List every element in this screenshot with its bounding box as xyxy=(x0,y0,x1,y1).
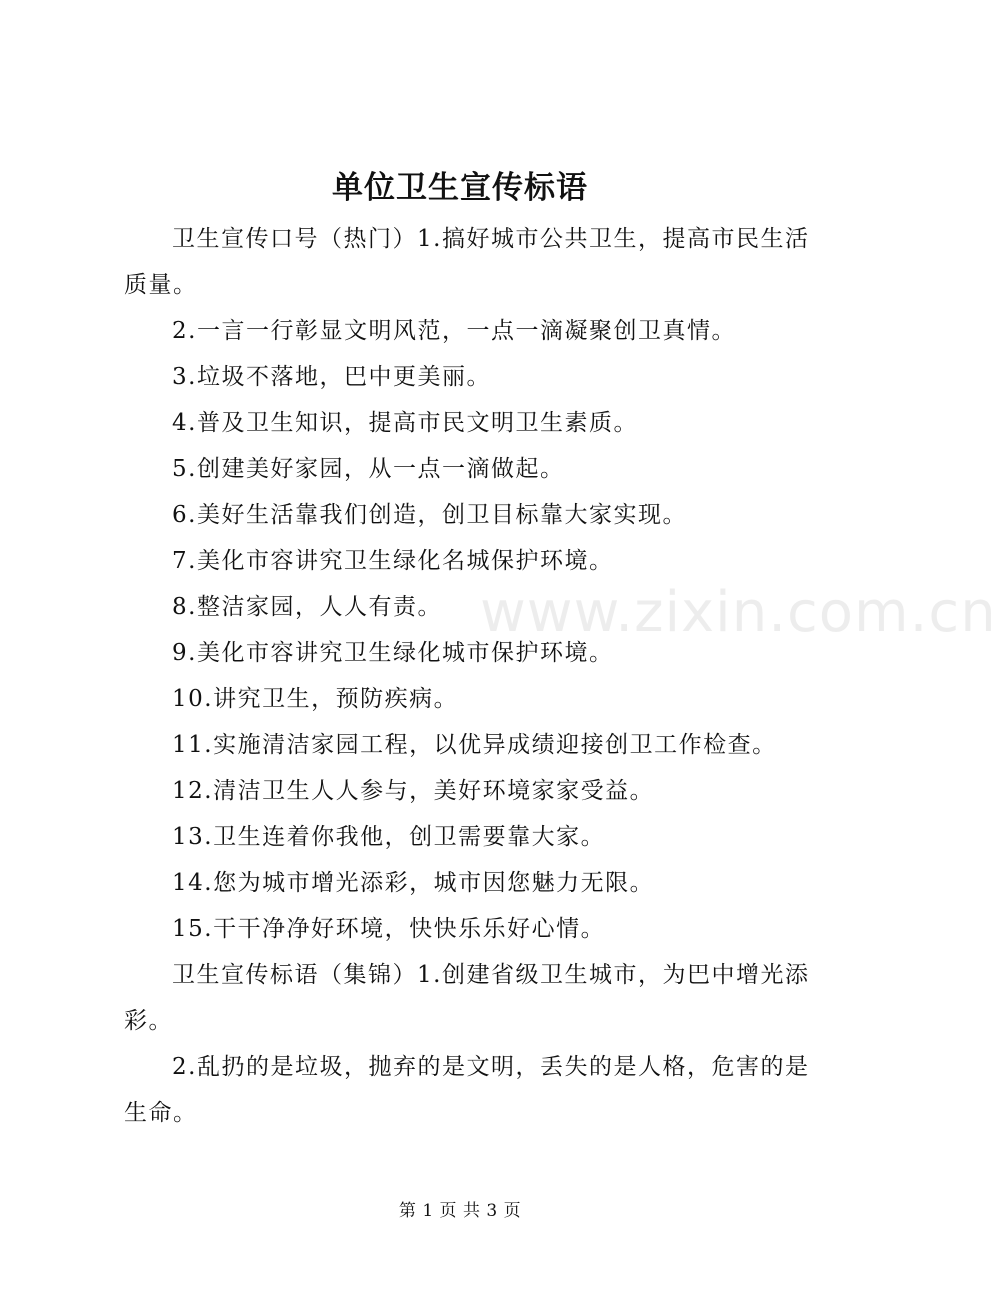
paragraph: 11.实施清洁家园工程，以优异成绩迎接创卫工作检查。 xyxy=(172,732,777,758)
paragraph: 7.美化市容讲究卫生绿化名城保护环境。 xyxy=(172,548,614,574)
paragraph: 卫生宣传标语（集锦）1.创建省级卫生城市，为巴中增光添彩。 xyxy=(124,962,810,1034)
paragraph: 13.卫生连着你我他，创卫需要靠大家。 xyxy=(172,824,606,850)
paragraph: 2.乱扔的是垃圾，抛弃的是文明，丢失的是人格，危害的是生命。 xyxy=(124,1054,810,1126)
paragraph: 8.整洁家园，人人有责。 xyxy=(172,594,442,620)
watermark: www.zixin.com.cn xyxy=(480,580,997,645)
paragraph: 12.清洁卫生人人参与，美好环境家家受益。 xyxy=(172,778,655,804)
paragraph: 4.普及卫生知识，提高市民文明卫生素质。 xyxy=(172,410,638,436)
paragraph: 9.美化市容讲究卫生绿化城市保护环境。 xyxy=(172,640,614,666)
paragraph: 2.一言一行彰显文明风范，一点一滴凝聚创卫真情。 xyxy=(172,318,736,344)
paragraph: 卫生宣传口号（热门）1.搞好城市公共卫生，提高市民生活质量。 xyxy=(124,226,810,298)
paragraph: 5.创建美好家园，从一点一滴做起。 xyxy=(172,456,565,482)
document-title: 单位卫生宣传标语 xyxy=(332,170,588,206)
document-body xyxy=(124,216,814,1136)
paragraph: 3.垃圾不落地，巴中更美丽。 xyxy=(172,364,491,390)
paragraph: 14.您为城市增光添彩，城市因您魅力无限。 xyxy=(172,870,655,896)
paragraph: 15.干干净净好环境，快快乐乐好心情。 xyxy=(172,916,606,942)
paragraph: 10.讲究卫生，预防疾病。 xyxy=(172,686,459,712)
paragraph: 6.美好生活靠我们创造，创卫目标靠大家实现。 xyxy=(172,502,687,528)
page-footer: 第 1 页 共 3 页 xyxy=(398,1201,522,1221)
